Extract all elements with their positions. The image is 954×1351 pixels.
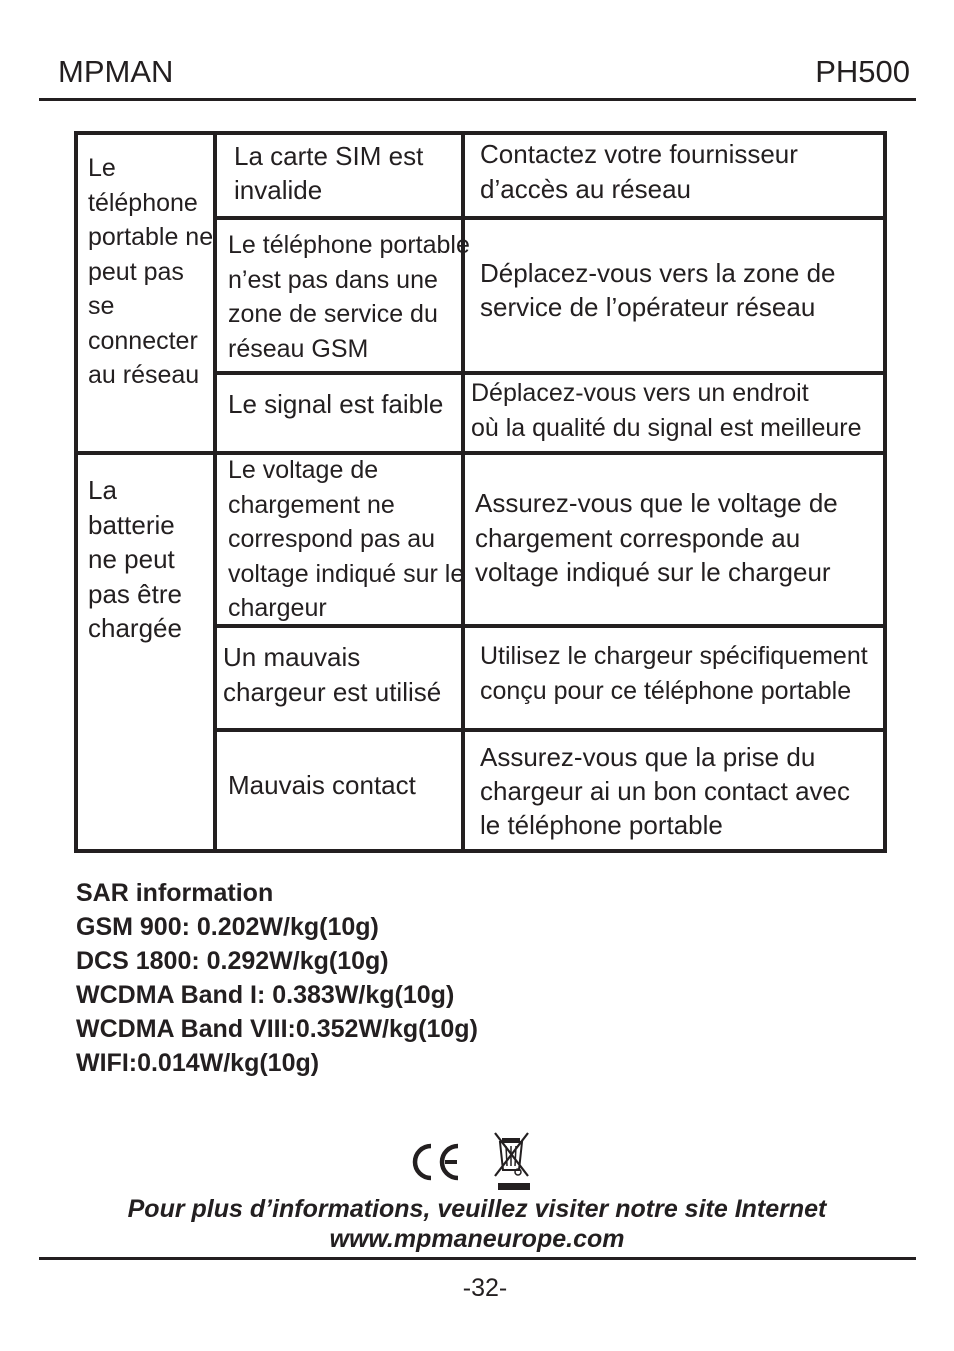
cause-cell: Le signal est faible (228, 389, 444, 419)
table-group-divider (74, 451, 887, 455)
table-row-divider (213, 371, 887, 375)
footer-divider (39, 1257, 916, 1260)
compliance-logos (406, 1130, 536, 1194)
solution-cell: Contactez votre fournisseur d’accès au réseau (480, 139, 798, 204)
crossed-out-wheelie-bin-icon (490, 1130, 538, 1194)
header-model: PH500 (815, 54, 910, 89)
cause-cell: Mauvais contact (228, 770, 416, 800)
header-brand: MPMAN (58, 54, 174, 89)
page-number: -32- (462, 1274, 508, 1302)
solution-cell: Déplacez-vous vers un endroit où la qualité du signal est meilleure (471, 379, 862, 442)
solution-cell: Assurez-vous que la prise du chargeur ai un bon contact avec le téléphone portable (480, 742, 851, 840)
cause-cell: Le téléphone portable n’est pas dans une zone de service du réseau GSM (228, 231, 470, 363)
cause-cell: Un mauvais chargeur est utilisé (223, 642, 442, 707)
sar-line: WIFI:0.014W/kg(10g) (76, 1049, 320, 1077)
cause-cell: Le voltage de chargement ne correspond pas au voltage indiqué sur le chargeur (228, 456, 465, 622)
sar-information (76, 876, 478, 1080)
footer-website-link[interactable]: www.mpmaneurope.com (329, 1225, 625, 1253)
table-border-top (74, 131, 887, 135)
table-border-bottom (74, 849, 887, 853)
sar-line: DCS 1800: 0.292W/kg(10g) (76, 947, 389, 975)
problem-cell: La batterie ne peut pas être chargée (88, 475, 182, 643)
footer-info-line: Pour plus d’informations, veuillez visiter notre site Internet (127, 1195, 827, 1223)
sar-title: SAR information (76, 879, 274, 907)
solution-cell: Utilisez le chargeur spécifiquement conçu pour ce téléphone portable (480, 642, 868, 705)
table-column-divider (213, 131, 217, 853)
sar-line: WCDMA Band VIII:0.352W/kg(10g) (76, 1015, 478, 1043)
table-border-right (883, 131, 887, 853)
sar-line: GSM 900: 0.202W/kg(10g) (76, 913, 379, 941)
table-row-divider (213, 216, 887, 220)
table-row-divider (213, 728, 887, 732)
troubleshooting-table (74, 131, 887, 853)
solution-cell: Déplacez-vous vers la zone de service de l’opérateur réseau (480, 258, 836, 322)
solution-cell: Assurez-vous que le voltage de chargement corresponde au voltage indiqué sur le chargeur (475, 488, 838, 587)
table-border-left (74, 131, 78, 853)
cause-cell: La carte SIM est invalide (234, 141, 424, 205)
problem-cell: Le téléphone portable ne peut pas se connecter au réseau (88, 154, 214, 389)
header-divider (39, 98, 916, 101)
sar-line: WCDMA Band I: 0.383W/kg(10g) (76, 981, 455, 1009)
